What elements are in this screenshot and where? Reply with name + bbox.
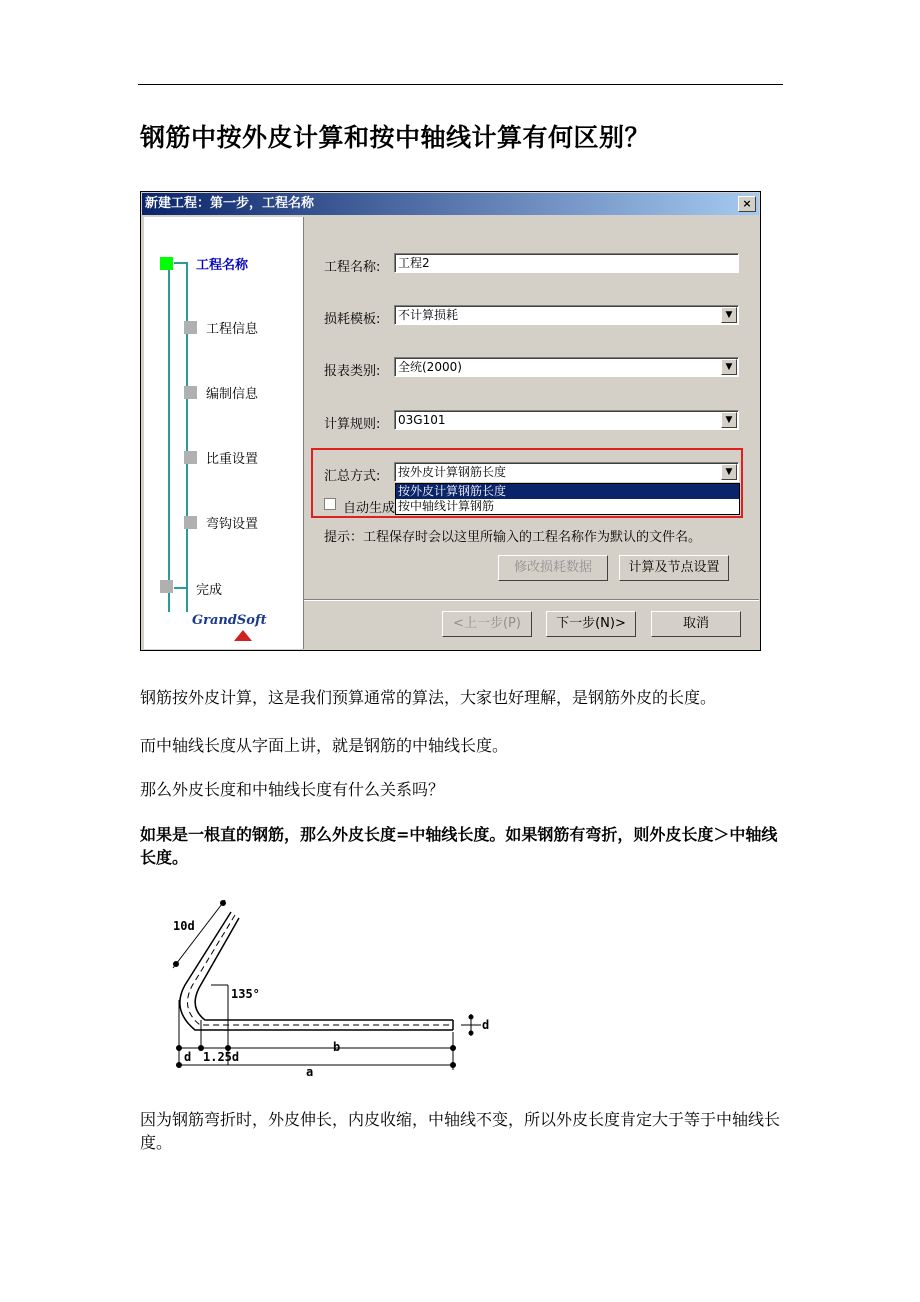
- next-step-button[interactable]: 下一步(N)>: [546, 611, 636, 637]
- project-name-input[interactable]: [394, 253, 739, 273]
- label-a: a: [306, 1065, 314, 1079]
- rebar-shape: [180, 912, 453, 1030]
- label-10d: 10d: [173, 919, 195, 933]
- step-marker: [184, 516, 197, 529]
- report-type-label: 报表类别:: [324, 364, 381, 379]
- report-type-select[interactable]: [394, 357, 739, 377]
- chevron-down-icon[interactable]: ▼: [721, 412, 737, 428]
- calc-rule-select[interactable]: [394, 410, 739, 430]
- dimension-arrows: [173, 900, 474, 1068]
- rebar-bend-diagram: [143, 890, 496, 1080]
- page-title: 钢筋中按外皮计算和按中轴线计算有何区别？: [140, 123, 651, 152]
- dialog-titlebar: [142, 193, 759, 215]
- step-project-name[interactable]: 工程名称: [196, 258, 249, 273]
- step-marker: [184, 386, 197, 399]
- step-connector: [174, 587, 188, 589]
- step-track-left: [168, 262, 170, 612]
- loss-template-value: 不计算损耗: [398, 308, 459, 322]
- summary-mode-dropdown-list: [395, 483, 740, 515]
- top-rule: [138, 84, 783, 85]
- step-connector: [174, 262, 188, 264]
- project-name-value: 工程2: [398, 256, 430, 270]
- dialog-title: 新建工程：第一步，工程名称: [145, 196, 315, 211]
- step-marker-active: [160, 257, 173, 270]
- project-name-label: 工程名称:: [324, 260, 381, 275]
- step-weight-settings[interactable]: 比重设置: [206, 452, 259, 467]
- dimension-lines: [173, 900, 481, 1070]
- chevron-down-icon[interactable]: ▼: [721, 359, 737, 375]
- grandsoft-logo: GrandSoft: [192, 613, 267, 628]
- step-marker: [160, 580, 173, 593]
- auto-generate-label: 自动生成: [343, 501, 396, 516]
- step-finish[interactable]: 完成: [196, 583, 223, 598]
- paragraph-5: 因为钢筋弯折时，外皮伸长，内皮收缩，中轴线不变，所以外皮长度肯定大于等于中轴线长度。: [140, 1110, 781, 1152]
- paragraph-2: 而中轴线长度从字面上讲，就是钢筋的中轴线长度。: [140, 736, 509, 755]
- calc-rule-label: 计算规则:: [324, 417, 381, 432]
- calc-node-settings-button[interactable]: 计算及节点设置: [619, 555, 729, 581]
- loss-template-select[interactable]: [394, 305, 739, 325]
- paragraph-1: 钢筋按外皮计算，这是我们预算通常的算法，大家也好理解，是钢筋外皮的长度。: [140, 688, 717, 707]
- step-compile-info[interactable]: 编制信息: [206, 387, 259, 402]
- label-d-right: d: [482, 1018, 490, 1032]
- paragraph-4: 如果是一根直的钢筋，那么外皮长度=中轴线长度。如果钢筋有弯折，则外皮长度＞中轴线长度。: [140, 825, 778, 867]
- loss-template-label: 损耗模板:: [324, 312, 381, 327]
- chevron-down-icon[interactable]: ▼: [721, 464, 737, 480]
- summary-mode-select[interactable]: [394, 462, 739, 482]
- dropdown-option-outer[interactable]: 按外皮计算钢筋长度: [396, 484, 739, 499]
- step-track-right: [186, 262, 188, 612]
- modify-loss-button[interactable]: 修改损耗数据: [498, 555, 608, 581]
- cancel-button[interactable]: 取消: [651, 611, 741, 637]
- footer-separator: [304, 599, 759, 601]
- auto-generate-checkbox[interactable]: [324, 498, 336, 510]
- new-project-dialog: [140, 191, 761, 651]
- summary-mode-value: 按外皮计算钢筋长度: [398, 465, 507, 479]
- step-project-info[interactable]: 工程信息: [206, 322, 259, 337]
- report-type-value: 全统(2000): [398, 360, 462, 374]
- label-b: b: [333, 1040, 341, 1054]
- label-135: 135°: [231, 987, 260, 1001]
- dropdown-option-axis[interactable]: 按中轴线计算钢筋: [398, 499, 495, 513]
- hint-text: 提示：工程保存时会以这里所输入的工程名称作为默认的文件名。: [324, 530, 702, 545]
- label-d: d: [184, 1050, 192, 1064]
- paragraph-3: 那么外皮长度和中轴线长度有什么关系吗？: [140, 780, 445, 799]
- step-marker: [184, 321, 197, 334]
- logo-triangle-icon: [234, 630, 252, 641]
- prev-step-button[interactable]: <上一步(P): [442, 611, 532, 637]
- step-hook-settings[interactable]: 弯钩设置: [206, 517, 259, 532]
- rebar-centerline: [188, 915, 454, 1025]
- step-marker: [184, 451, 197, 464]
- label-125d: 1.25d: [203, 1050, 240, 1064]
- chevron-down-icon[interactable]: ▼: [721, 307, 737, 323]
- close-button[interactable]: ×: [738, 196, 756, 212]
- calc-rule-value: 03G101: [398, 413, 446, 427]
- summary-mode-label: 汇总方式:: [324, 469, 381, 484]
- steps-sidebar: [144, 217, 304, 649]
